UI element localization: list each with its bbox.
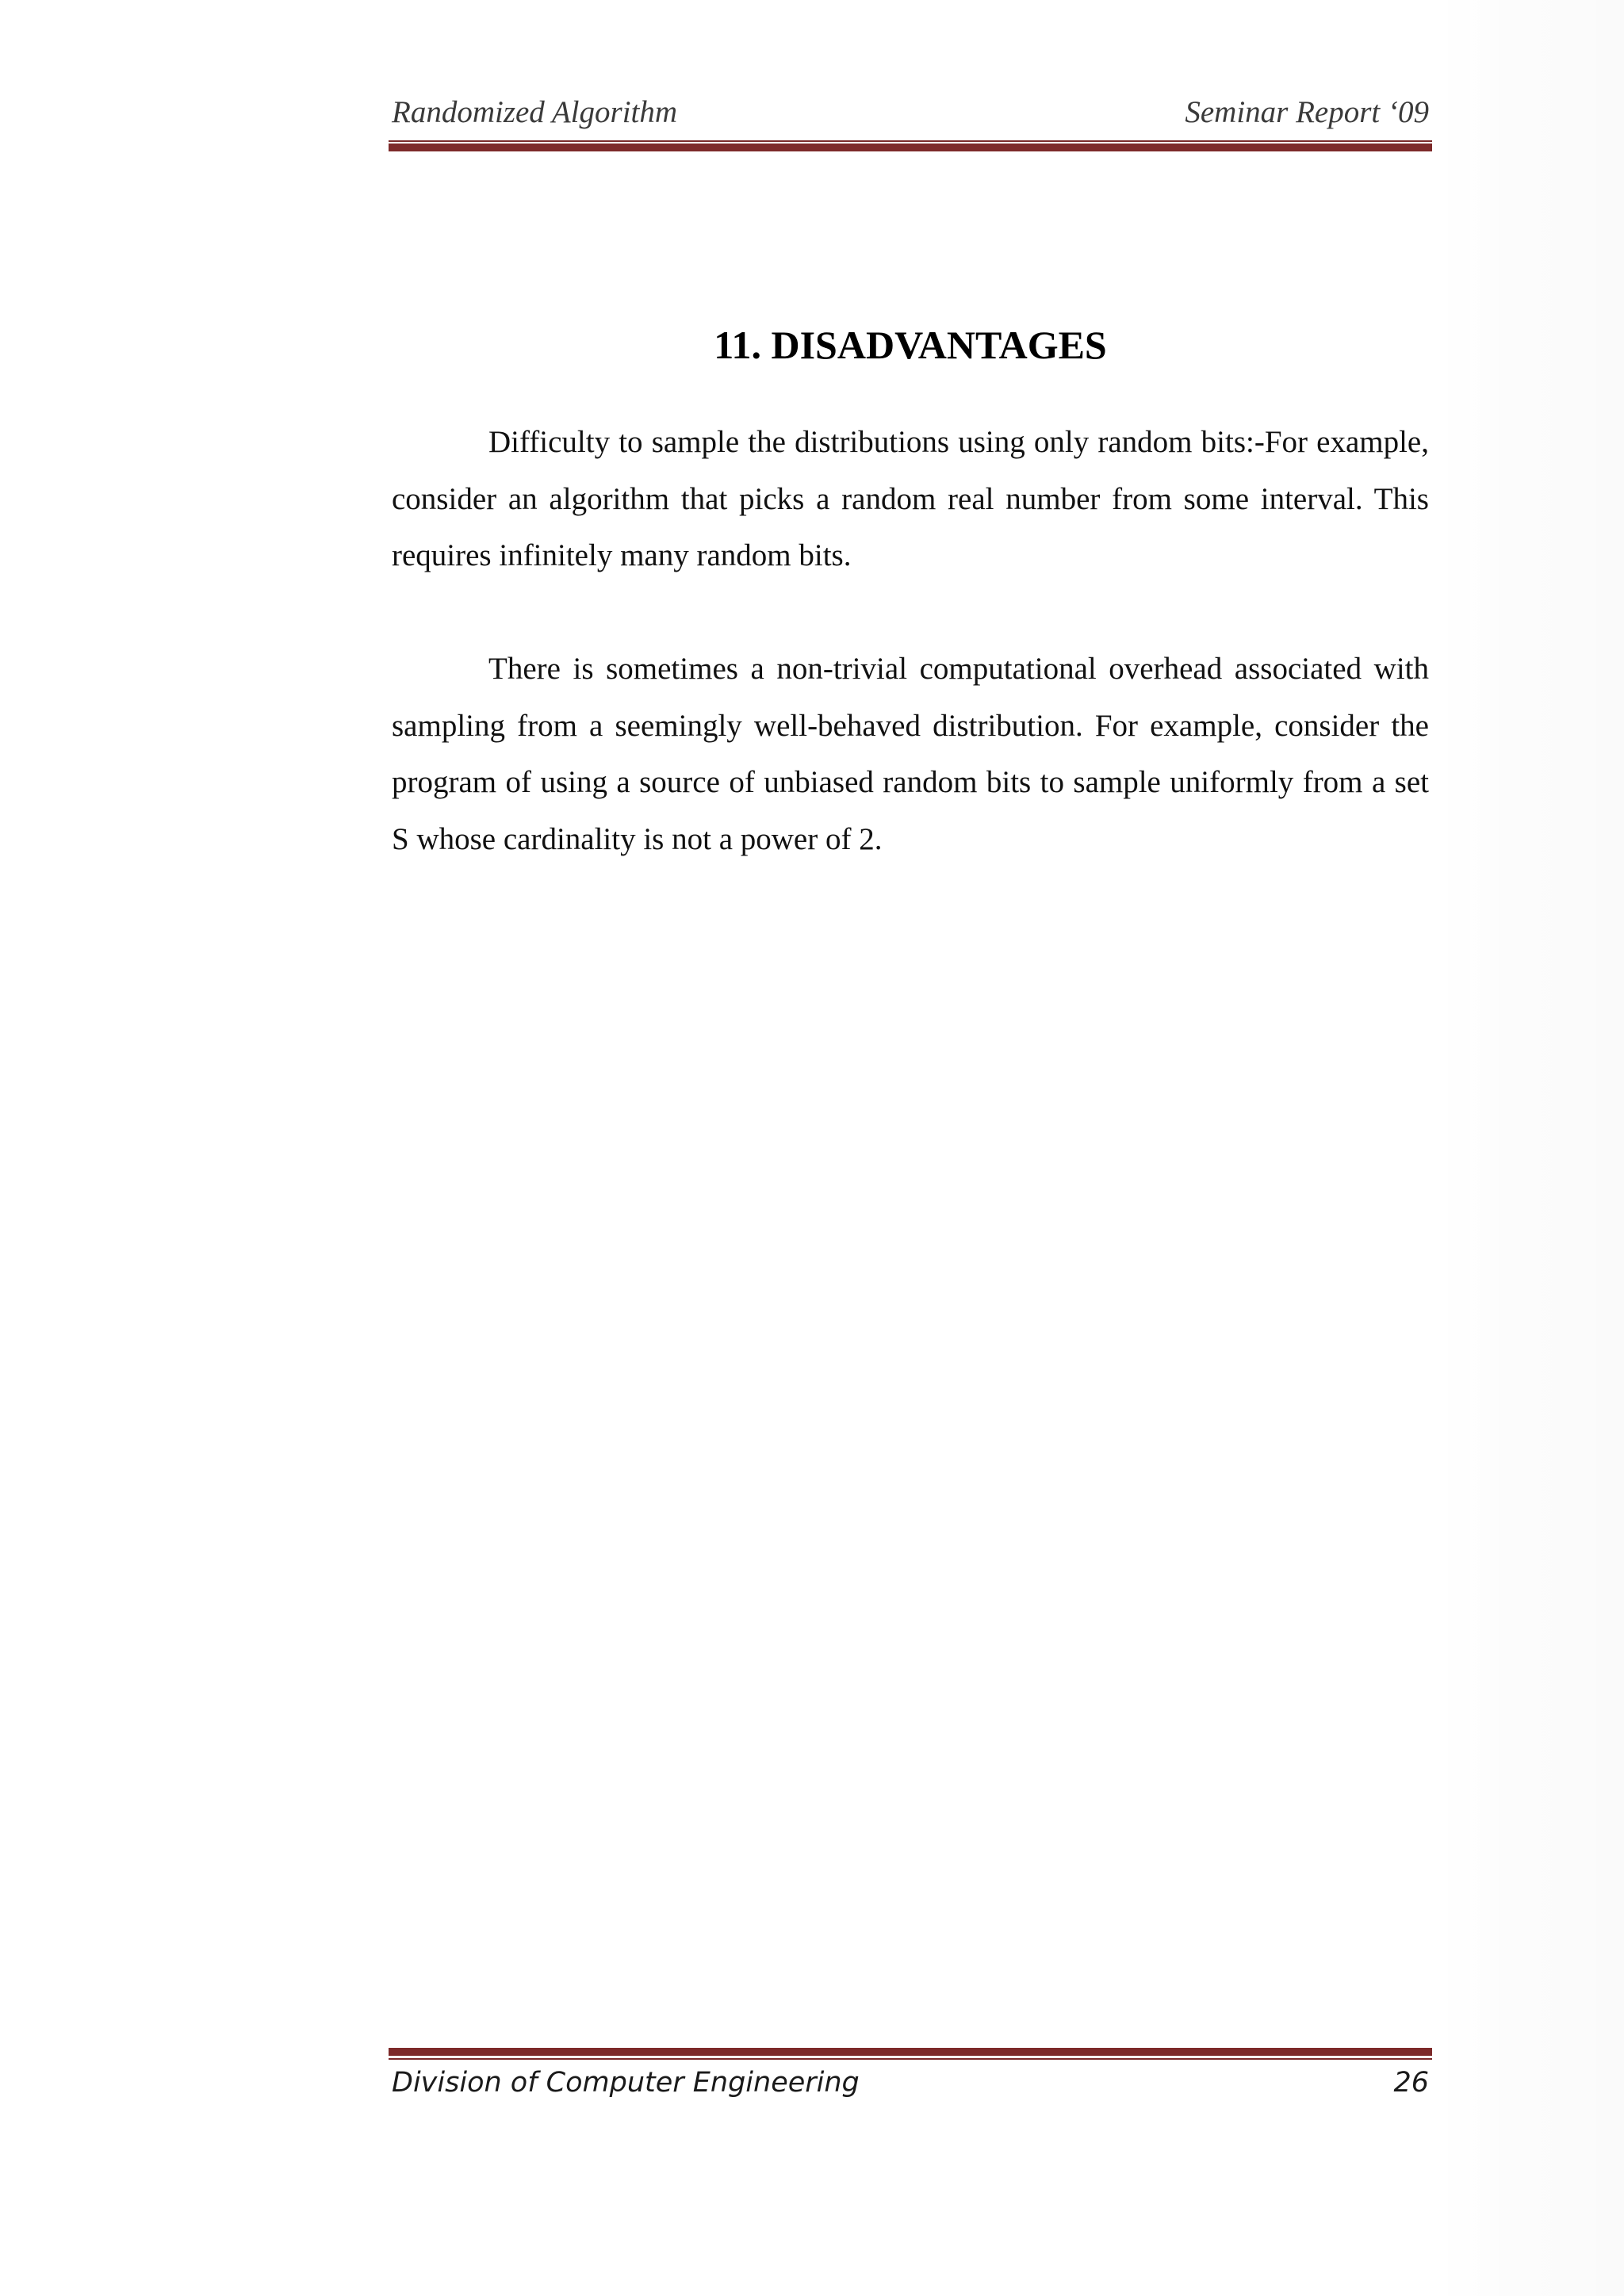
paragraph-sampling-difficulty: Difficulty to sample the distributions using only random bits:-For example, consider an algorithm that picks a random real number from some interval. This requires infinitely many random bits.: [392, 425, 1429, 572]
header-report-label: Seminar Report ‘09: [1185, 95, 1429, 129]
footer-page-number: 26: [1393, 2067, 1429, 2099]
footer-rule-thin: [389, 2058, 1432, 2060]
section-title: 11. DISADVANTAGES: [714, 323, 1107, 367]
header-document-title: Randomized Algorithm: [392, 95, 678, 129]
header-rule-thick: [389, 144, 1432, 151]
paragraph-computational-overhead: There is sometimes a non-trivial computational overhead associated with sampling from a seemingly well-behaved distribution. For example, consider the program of using a source of unbiased random bits to sample uniformly from a set S whose cardinality is not a power of 2.: [392, 652, 1429, 856]
header-rule-thin: [389, 140, 1432, 142]
footer-rule-thick: [389, 2048, 1432, 2056]
footer-division-name: Division of Computer Engineering: [392, 2067, 860, 2099]
